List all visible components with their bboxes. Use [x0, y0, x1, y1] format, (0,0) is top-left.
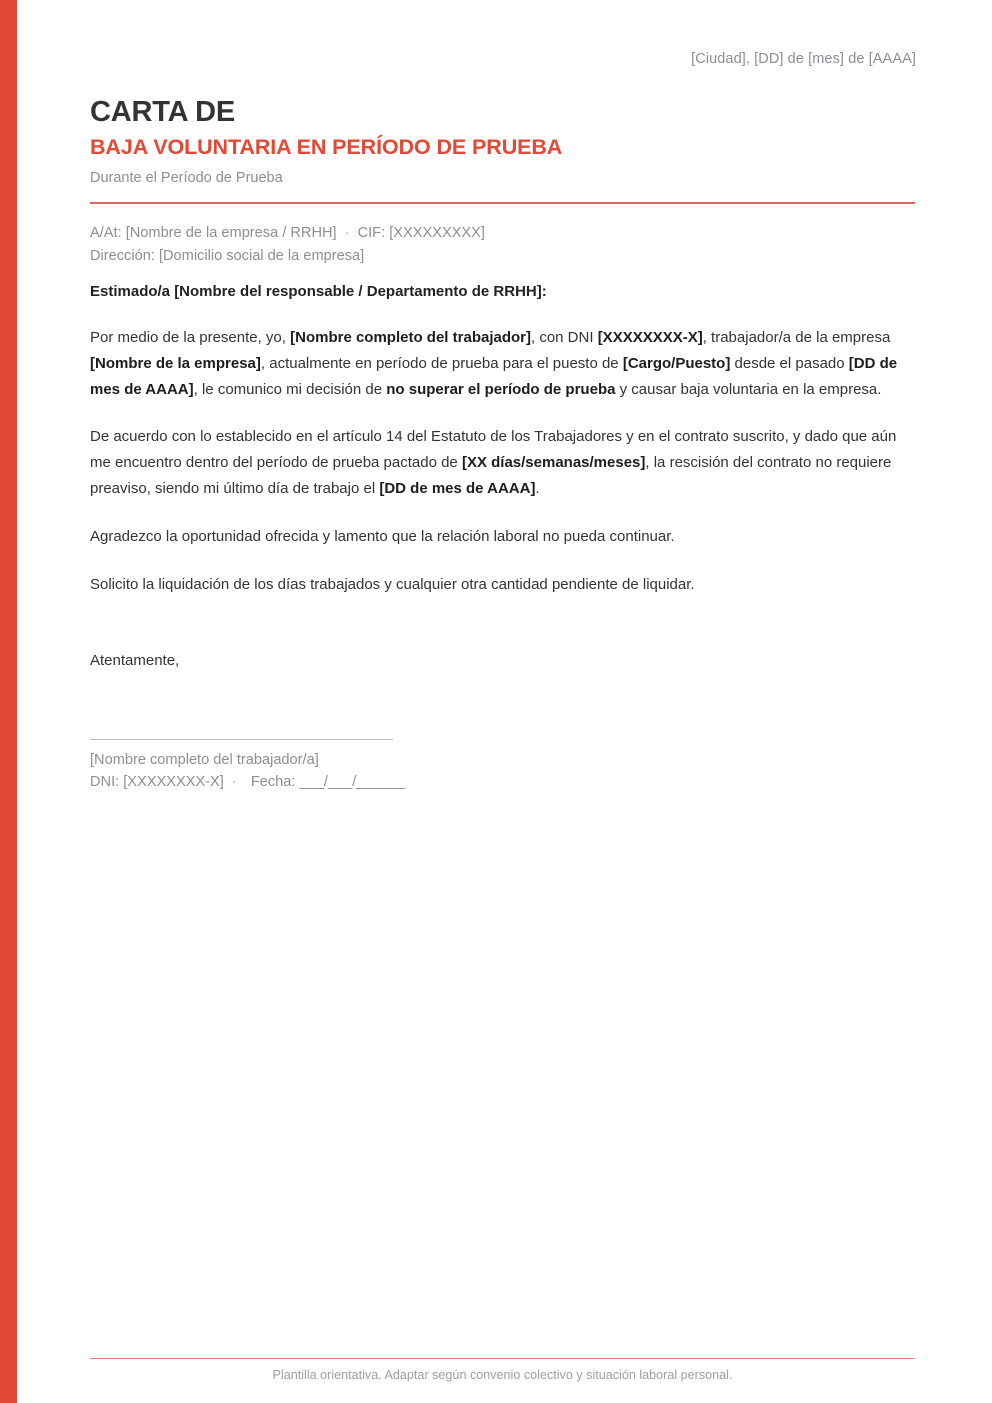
p2-text-2: , la rescisión del contrato no requiere preaviso, siendo mi último día de trabajo el — [90, 454, 892, 497]
p1-text-7: y causar baja voluntaria en la empresa. — [615, 380, 882, 398]
signature-dni-value: [XXXXXXXX-X] — [123, 774, 224, 790]
p2-text-3: . — [535, 479, 540, 497]
salutation-line: Estimado/a [Nombre del responsable / Departamento de RRHH]: — [90, 283, 547, 300]
left-accent-bar — [0, 0, 17, 1403]
p1-text-5: desde el pasado — [730, 354, 849, 372]
body-paragraph-3: Agradezco la oportunidad ofrecida y lamento que la relación laboral no pueda continuar. — [90, 527, 675, 545]
address-label: Dirección: — [90, 247, 155, 264]
attention-value: [Nombre de la empresa / RRHH] — [125, 225, 337, 241]
signature-date-label: Fecha: — [250, 774, 296, 790]
signature-line — [90, 739, 393, 740]
p2-text-1: De acuerdo con lo establecido en el artículo 14 del Estatuto de los Trabajadores y en el contrato suscrito, y dado que aún me encuentro dentro del período de prueba pactado de — [90, 428, 897, 472]
header-divider — [90, 202, 915, 204]
page-title: CARTA DE — [90, 96, 236, 128]
body-paragraph-2 — [90, 424, 916, 501]
p1-text-4: , actualmente en período de prueba para el puesto de — [260, 354, 623, 372]
p1-text-6: , le comunico mi decisión de — [193, 380, 387, 398]
document-content — [90, 0, 916, 1403]
p1-field-start-date: [DD de mes de AAAA] — [90, 354, 898, 398]
recipient-address-line — [90, 245, 916, 268]
address-value: [Domicilio social de la empresa] — [158, 247, 365, 264]
recipient-attention-line — [90, 222, 916, 245]
body-paragraph-4: Solicito la liquidación de los días trabajados y cualquier otra cantidad pendiente de liquidar. — [90, 575, 695, 593]
recipient-block — [90, 222, 916, 268]
p1-field-dni: [XXXXXXXX-X] — [597, 329, 703, 346]
body-paragraph-1 — [90, 325, 916, 402]
signature-dni-date-line — [90, 771, 405, 794]
cif-label: CIF: — [357, 225, 386, 241]
p1-field-worker-name: [Nombre completo del trabajador] — [290, 329, 531, 346]
footer-disclaimer: Plantilla orientativa. Adaptar según convenio colectivo y situación laboral personal. — [272, 1368, 733, 1382]
page-tagline: Durante el Período de Prueba — [90, 170, 283, 187]
signature-date-blank: ___/___/______ — [299, 774, 406, 790]
page-subtitle: BAJA VOLUNTARIA EN PERÍODO DE PRUEBA — [90, 135, 563, 160]
field-separator: · — [344, 225, 350, 241]
p1-field-position: [Cargo/Puesto] — [622, 354, 731, 372]
p1-text-2: , con DNI — [531, 329, 598, 346]
p1-text-3: , trabajador/a de la empresa — [702, 329, 891, 346]
p1-field-company: [Nombre de la empresa] — [90, 354, 261, 372]
document-title-block — [90, 96, 916, 188]
attention-label: A/At: — [90, 225, 122, 241]
p1-text-1: Por medio de la presente, yo, — [90, 329, 291, 346]
letter-body — [90, 325, 916, 619]
cif-value: [XXXXXXXXX] — [389, 225, 485, 241]
p2-field-trial-duration: [XX días/semanas/meses] — [461, 454, 646, 472]
signature-dni-label: DNI: — [90, 774, 120, 790]
field-separator: · — [231, 774, 237, 790]
document-date-line: [Ciudad], [DD] de [mes] de [AAAA] — [691, 51, 916, 67]
signature-name-placeholder: [Nombre completo del trabajador/a] — [90, 752, 319, 768]
footer-divider — [90, 1358, 915, 1359]
p1-emphasis-decision: no superar el período de prueba — [386, 380, 616, 398]
p2-field-last-day: [DD de mes de AAAA] — [379, 479, 536, 497]
closing-line: Atentamente, — [90, 652, 180, 669]
